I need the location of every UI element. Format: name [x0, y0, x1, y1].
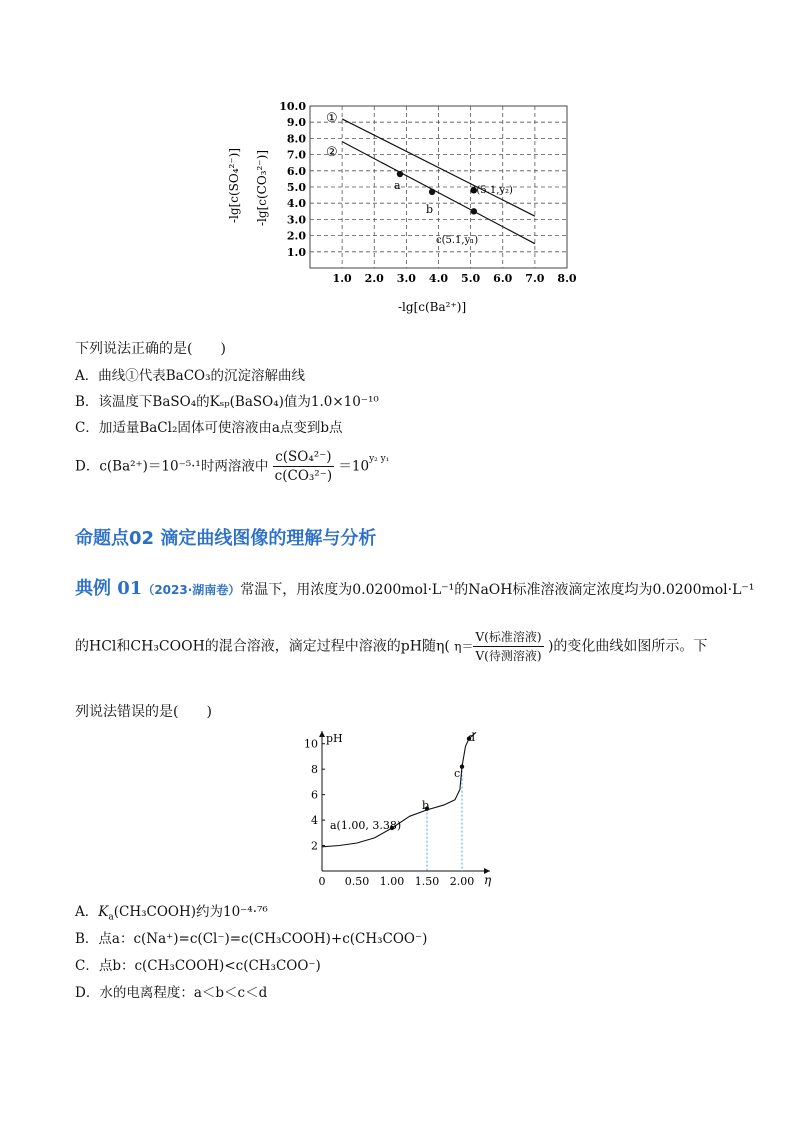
chart1-ytick-label: 3.0 [286, 213, 306, 227]
chart2-y-arrow [319, 731, 325, 737]
q1-option-b: B．该温度下BaSO₄的Kₛₚ(BaSO₄)值为1.0×10⁻¹⁰ [75, 394, 379, 410]
chart1-ytick-label: 5.0 [286, 181, 306, 194]
point-d-label: d(5.1,y₂) [470, 185, 513, 196]
chart1-ticks [279, 100, 577, 285]
chart2-ytick-label: 8 [311, 763, 318, 777]
example-source: （2023·湖南卷） [142, 583, 241, 597]
q2-option-d: D．水的电离程度：a＜b＜c＜d [75, 985, 268, 1001]
chart1-series-line-1 [342, 119, 535, 216]
q1-option-d [75, 448, 389, 485]
example-line-2 [75, 628, 707, 665]
q1-option-a: A．曲线①代表BaCO₃的沉淀溶解曲线 [75, 368, 306, 384]
chart2-xlabel: η [484, 873, 492, 887]
example-label: 典例 01 [75, 578, 143, 599]
chart2-xtick-label: 1.00 [379, 875, 405, 888]
chart1-xtick-label: 1.0 [332, 272, 352, 285]
chart1-xtick-label: 4.0 [428, 272, 449, 285]
chart2-ytick-label: 2 [311, 839, 318, 853]
chart1-ytick-label: 7.0 [286, 148, 306, 162]
chart2-xtick-label: 0 [318, 875, 326, 888]
q2-option-a [75, 903, 268, 927]
chart2-xtick-label: 0.50 [344, 875, 370, 888]
example-line-3: 列说法错误的是( ) [75, 704, 212, 720]
example-line-1 [75, 580, 754, 599]
curve1-label: ① [326, 111, 338, 126]
chart2-xtick-label: 2.00 [449, 875, 475, 888]
example-text-1: 常温下，用浓度为0.0200mol·L⁻¹的NaOH标准溶液滴定浓度均为0.0200mol·L⁻¹ [240, 582, 755, 598]
point-a-label: a [394, 179, 401, 192]
q2-option-a-prefix: A． [75, 904, 99, 920]
point-c-label: c(5.1,y₁) [436, 235, 479, 246]
point-c-label-2: c [454, 767, 461, 780]
q1-option-d-exponent: y₂ y₁ [369, 453, 390, 464]
chart1-ytick-label: 8.0 [286, 132, 306, 146]
chart1-xtick-label: 8.0 [557, 272, 577, 285]
q2-option-c: C．点b：c(CH₃COOH)<c(CH₃COO⁻) [75, 958, 321, 974]
q1-option-d-prefix: D．c(Ba²⁺)＝10⁻⁵·¹时两溶液中 [75, 458, 269, 475]
chart1-ytick-label: 4.0 [286, 197, 306, 211]
point-a-label-2: a(1.00, 3.38) [330, 819, 402, 832]
titration-chart [300, 725, 500, 890]
chart2-ytick-label: 6 [311, 788, 318, 802]
q1-option-d-fraction [273, 448, 334, 485]
q1-option-c: C．加适量BaCl₂固体可使溶液由a点变到b点 [75, 420, 343, 436]
q2-option-a-sub: a [108, 912, 114, 923]
chart1-point [429, 189, 435, 195]
chart1-ytick-label: 1.0 [286, 245, 306, 259]
chart1-ytick-label: 2.0 [286, 229, 306, 243]
chart2-ytick-label: 4 [311, 814, 318, 828]
chart2-point [460, 764, 464, 768]
chart1-xtick-label: 7.0 [525, 272, 545, 285]
chart1-ylabel-2: -lg[c(CO₃²⁻)] [255, 150, 269, 226]
point-d-label-2: d [468, 731, 476, 744]
chart1-point [471, 208, 477, 214]
example-text-2-post: )的变化曲线如图所示。下 [547, 638, 708, 655]
chart1-xtick-label: 5.0 [461, 272, 481, 285]
q1-option-d-numerator: c(SO₄²⁻) [273, 448, 334, 467]
chart1-point [397, 171, 403, 177]
chart1-ytick-label: 6.0 [286, 164, 306, 178]
q1-option-d-denominator: c(CO₃²⁻) [274, 468, 333, 484]
chart2-ytick-label: 10 [304, 737, 318, 751]
q2-option-b: B．点a：c(Na⁺)=c(Cl⁻)=c(CH₃COOH)+c(CH₃COO⁻) [75, 931, 428, 947]
section-title: 命题点02 滴定曲线图像的理解与分析 [75, 528, 377, 549]
q2-option-a-k: K [98, 904, 109, 920]
chart1-xtick-label: 3.0 [396, 272, 416, 285]
point-b-label: b [426, 203, 434, 216]
eta-numerator: V(标准溶液) [473, 628, 543, 647]
eta-equals: η＝ [454, 639, 474, 654]
chart2-points [390, 736, 471, 830]
q1-option-d-suffix: ＝10 [338, 458, 370, 475]
chart2-ylabel: pH [326, 732, 343, 745]
curve2-label: ② [326, 145, 338, 160]
point-b-label-2: b [422, 799, 430, 812]
chart2-xtick-label: 1.50 [414, 875, 440, 888]
eta-denominator: V(待测溶液) [475, 649, 542, 663]
chart1-ytick-label: 9.0 [286, 116, 306, 130]
eta-fraction [473, 628, 543, 665]
example-text-2-pre: 的HCl和CH₃COOH的混合溶液，滴定过程中溶液的pH随η( [75, 638, 450, 655]
q1-stem: 下列说法正确的是( ) [75, 341, 226, 357]
chart1-xtick-label: 6.0 [493, 272, 513, 285]
q2-option-a-rest: (CH₃COOH)约为10⁻⁴·⁷⁶ [113, 904, 268, 920]
chart2-ticks [304, 738, 474, 888]
chart1-ylabel-1: -lg[c(SO₄²⁻)] [227, 147, 241, 223]
chart1-xtick-label: 2.0 [364, 272, 384, 285]
solubility-chart [222, 98, 582, 318]
chart1-ytick-label: 10.0 [279, 100, 306, 113]
chart1-xlabel: -lg[c(Ba²⁺)] [398, 300, 467, 314]
